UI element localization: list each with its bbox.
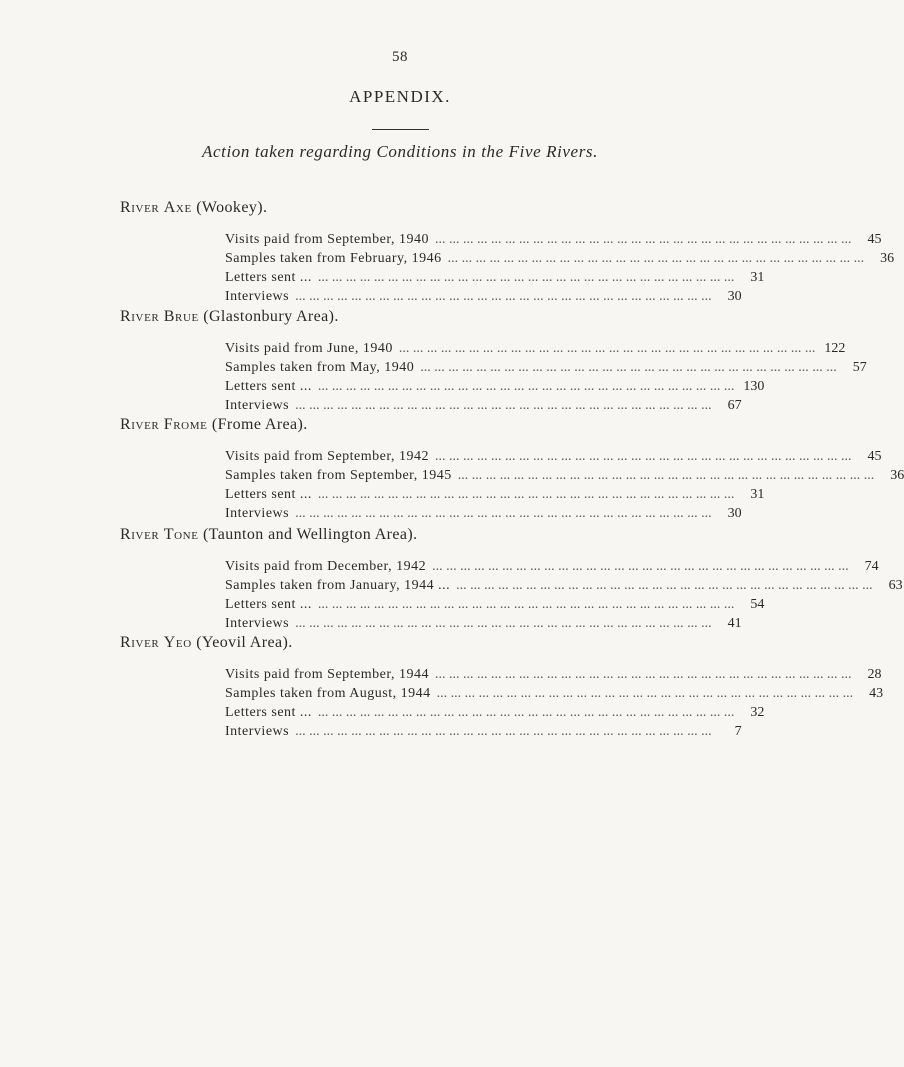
stat-label: Visits paid from September, 1944 bbox=[225, 667, 429, 682]
section-title bbox=[120, 414, 600, 436]
river-name: Axe bbox=[163, 199, 192, 216]
stat-value: 67 bbox=[727, 398, 742, 413]
river-word: River bbox=[120, 416, 160, 433]
stat-value: 54 bbox=[750, 597, 765, 612]
stat-value: 45 bbox=[867, 232, 882, 247]
leader-dots: ... ... ... ... ... ... ... ... ... ... ... ... ... ... ... ... ... ... ... ... ... ... ... ... ... ... ... ... ... ... bbox=[295, 506, 712, 521]
stat-row bbox=[225, 377, 765, 396]
river-section-frome bbox=[120, 414, 904, 523]
river-area: (Taunton and Wellington Area). bbox=[202, 526, 418, 543]
stat-row bbox=[225, 339, 846, 358]
stat-row bbox=[225, 485, 765, 504]
stat-row bbox=[225, 447, 882, 466]
stat-row bbox=[225, 703, 765, 722]
stat-value: 130 bbox=[743, 379, 765, 394]
stat-label: Letters sent ... bbox=[225, 487, 312, 502]
stats-list bbox=[225, 447, 904, 523]
river-name: Frome bbox=[163, 416, 208, 433]
stat-label: Visits paid from June, 1940 bbox=[225, 341, 393, 356]
stat-value: 74 bbox=[864, 559, 879, 574]
stat-row bbox=[225, 665, 882, 684]
page-number: 58 bbox=[392, 49, 408, 65]
stat-row bbox=[225, 249, 895, 268]
stat-label: Interviews bbox=[225, 506, 290, 521]
stat-row bbox=[225, 230, 882, 249]
stat-row bbox=[225, 466, 904, 485]
leader-dots: ... ... ... ... ... ... ... ... ... ... ... ... ... ... ... ... ... ... ... ... ... ... ... ... ... ... ... ... ... ... bbox=[317, 705, 735, 720]
river-area: (Yeovil Area). bbox=[196, 634, 293, 651]
stat-value: 36 bbox=[890, 468, 904, 483]
stat-value: 45 bbox=[867, 449, 882, 464]
leader-dots: ... ... ... ... ... ... ... ... ... ... ... ... ... ... ... ... ... ... ... ... ... ... ... ... ... ... ... ... ... ... bbox=[434, 667, 852, 682]
stat-value: 63 bbox=[888, 578, 903, 593]
stat-label: Samples taken from January, 1944 ... bbox=[225, 578, 451, 593]
stats-list bbox=[225, 339, 867, 415]
stat-row bbox=[225, 557, 879, 576]
stat-value: 30 bbox=[727, 506, 742, 521]
stat-value: 57 bbox=[852, 360, 867, 375]
stat-label: Letters sent ... bbox=[225, 597, 312, 612]
stat-value: 31 bbox=[750, 487, 765, 502]
stat-label: Interviews bbox=[225, 616, 290, 631]
section-title bbox=[120, 197, 600, 219]
stats-list bbox=[225, 230, 895, 306]
stat-value: 43 bbox=[869, 686, 884, 701]
section-title bbox=[120, 306, 600, 328]
stat-row bbox=[225, 595, 765, 614]
river-name: Brue bbox=[163, 308, 199, 325]
stat-row bbox=[225, 684, 884, 703]
leader-dots: ... ... ... ... ... ... ... ... ... ... ... ... ... ... ... ... ... ... ... ... ... ... ... ... ... ... ... ... ... ... bbox=[457, 468, 875, 483]
stat-row bbox=[225, 576, 903, 595]
river-section-tone bbox=[120, 524, 903, 633]
leader-dots: ... ... ... ... ... ... ... ... ... ... ... ... ... ... ... ... ... ... ... ... ... ... ... ... ... ... ... ... ... ... bbox=[420, 360, 837, 375]
section-title bbox=[120, 632, 600, 654]
stat-label: Letters sent ... bbox=[225, 379, 312, 394]
stat-row bbox=[225, 722, 742, 741]
heading-rule bbox=[372, 129, 429, 130]
stat-value: 30 bbox=[727, 289, 742, 304]
leader-dots: ... ... ... ... ... ... ... ... ... ... ... ... ... ... ... ... ... ... ... ... ... ... ... ... ... ... ... ... ... ... bbox=[447, 251, 865, 266]
river-area: (Frome Area). bbox=[211, 416, 308, 433]
stat-label: Visits paid from September, 1942 bbox=[225, 449, 429, 464]
leader-dots: ... ... ... ... ... ... ... ... ... ... ... ... ... ... ... ... ... ... ... ... ... ... ... ... ... ... ... ... ... ... bbox=[398, 341, 816, 356]
stat-label: Visits paid from September, 1940 bbox=[225, 232, 429, 247]
stat-row bbox=[225, 504, 742, 523]
river-name: Yeo bbox=[163, 634, 192, 651]
stat-value: 122 bbox=[824, 341, 846, 356]
river-name: Tone bbox=[163, 526, 199, 543]
leader-dots: ... ... ... ... ... ... ... ... ... ... ... ... ... ... ... ... ... ... ... ... ... ... ... ... ... ... ... ... ... ... bbox=[295, 724, 712, 739]
leader-dots: ... ... ... ... ... ... ... ... ... ... ... ... ... ... ... ... ... ... ... ... ... ... ... ... ... ... ... ... ... ... bbox=[317, 270, 735, 285]
river-word: River bbox=[120, 308, 160, 325]
stat-row bbox=[225, 396, 742, 415]
leader-dots: ... ... ... ... ... ... ... ... ... ... ... ... ... ... ... ... ... ... ... ... ... ... ... ... ... ... ... ... ... ... bbox=[295, 289, 712, 304]
stat-label: Visits paid from December, 1942 bbox=[225, 559, 427, 574]
leader-dots: ... ... ... ... ... ... ... ... ... ... ... ... ... ... ... ... ... ... ... ... ... ... ... ... ... ... ... ... ... ... bbox=[317, 379, 735, 394]
leader-dots: ... ... ... ... ... ... ... ... ... ... ... ... ... ... ... ... ... ... ... ... ... ... ... ... ... ... ... ... ... ... bbox=[295, 398, 712, 413]
stat-value: 36 bbox=[880, 251, 895, 266]
stat-label: Samples taken from August, 1944 bbox=[225, 686, 431, 701]
river-area: (Wookey). bbox=[196, 199, 268, 216]
stat-row bbox=[225, 287, 742, 306]
stat-label: Samples taken from May, 1940 bbox=[225, 360, 415, 375]
stat-row bbox=[225, 614, 742, 633]
leader-dots: ... ... ... ... ... ... ... ... ... ... ... ... ... ... ... ... ... ... ... ... ... ... ... ... ... ... ... ... ... ... bbox=[317, 487, 735, 502]
stats-list bbox=[225, 665, 884, 741]
stat-value: 32 bbox=[750, 705, 765, 720]
stat-value: 28 bbox=[867, 667, 882, 682]
stat-label: Interviews bbox=[225, 724, 290, 739]
stats-list bbox=[225, 557, 903, 633]
river-word: River bbox=[120, 634, 160, 651]
leader-dots: ... ... ... ... ... ... ... ... ... ... ... ... ... ... ... ... ... ... ... ... ... ... ... ... ... ... ... ... ... ... bbox=[432, 559, 849, 574]
stat-value: 41 bbox=[727, 616, 742, 631]
leader-dots: ... ... ... ... ... ... ... ... ... ... ... ... ... ... ... ... ... ... ... ... ... ... ... ... ... ... ... ... ... ... bbox=[436, 686, 854, 701]
stat-row bbox=[225, 358, 867, 377]
leader-dots: ... ... ... ... ... ... ... ... ... ... ... ... ... ... ... ... ... ... ... ... ... ... ... ... ... ... ... ... ... ... bbox=[295, 616, 712, 631]
stat-label: Samples taken from September, 1945 bbox=[225, 468, 452, 483]
section-title bbox=[120, 524, 600, 546]
leader-dots: ... ... ... ... ... ... ... ... ... ... ... ... ... ... ... ... ... ... ... ... ... ... ... ... ... ... ... ... ... ... bbox=[456, 578, 873, 593]
leader-dots: ... ... ... ... ... ... ... ... ... ... ... ... ... ... ... ... ... ... ... ... ... ... ... ... ... ... ... ... ... ... bbox=[434, 449, 852, 464]
river-word: River bbox=[120, 199, 160, 216]
stat-label: Letters sent ... bbox=[225, 705, 312, 720]
stat-row bbox=[225, 268, 765, 287]
river-area: (Glastonbury Area). bbox=[203, 308, 339, 325]
stat-value: 7 bbox=[734, 724, 742, 739]
leader-dots: ... ... ... ... ... ... ... ... ... ... ... ... ... ... ... ... ... ... ... ... ... ... ... ... ... ... ... ... ... ... bbox=[434, 232, 852, 247]
leader-dots: ... ... ... ... ... ... ... ... ... ... ... ... ... ... ... ... ... ... ... ... ... ... ... ... ... ... ... ... ... ... bbox=[317, 597, 735, 612]
page-heading: APPENDIX. bbox=[349, 87, 451, 106]
stat-value: 31 bbox=[750, 270, 765, 285]
stat-label: Samples taken from February, 1946 bbox=[225, 251, 442, 266]
river-word: River bbox=[120, 526, 160, 543]
stat-label: Interviews bbox=[225, 289, 290, 304]
stat-label: Letters sent ... bbox=[225, 270, 312, 285]
river-section-brue bbox=[120, 306, 867, 415]
stat-label: Interviews bbox=[225, 398, 290, 413]
page-subtitle: Action taken regarding Conditions in the Five Rivers. bbox=[202, 142, 598, 161]
river-section-yeo bbox=[120, 632, 884, 741]
river-section-axe bbox=[120, 197, 895, 306]
